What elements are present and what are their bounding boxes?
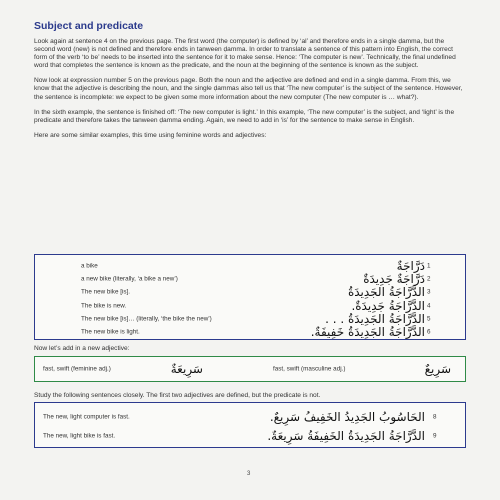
example-number: 4 (427, 302, 431, 310)
example-number: 8 (433, 413, 437, 421)
page-number: 3 (247, 471, 251, 477)
example-row (35, 427, 465, 445)
example-english: The new bike is light. (81, 328, 140, 336)
example-arabic: الحَاسُوبُ الجَدِيدُ الخَفِيفُ سَرِيعٌ. (269, 410, 425, 424)
example-english: a bike (81, 262, 98, 270)
examples-box-sentences (34, 402, 466, 448)
example-english: The new, light bike is fast. (43, 432, 116, 440)
example-arabic: الدَّرَّاجَةُ الجَدِيدَةُ الخَفِيفَةُ سَرِيعَةٌ. (267, 429, 425, 443)
section-title: Subject and predicate (34, 20, 144, 32)
example-english: The new bike [is]. (81, 288, 130, 296)
adjective-intro: Now let’s add in a new adjective: (34, 345, 130, 352)
fem-adjective-english: fast, swift (feminine adj.) (43, 365, 111, 373)
example-number: 2 (427, 275, 431, 283)
adjectives-box (34, 356, 466, 382)
paragraph-1: Look again at sentence 4 on the previous page. The first word (the computer) is defined by ‘al’ and therefore ends in a single ḍamma, but the second word (new) is not defined and therefore ends in tanween ḍamma. In order to translate a sentence of this pattern into English, the correct form of the verb ‘to be’ needs to be inserted into the sentence for it to make sense. Hence: ‘The computer is new’. Technically, the final undefined word that completes the sentence is known as the predicate, and the noun at the beginning of the sentence is known as the subject. (34, 38, 456, 70)
example-row (35, 323, 465, 341)
example-row (35, 408, 465, 426)
masc-adjective-english: fast, swift (masculine adj.) (273, 365, 346, 373)
study-instruction: Study the following sentences closely. The first two adjectives are defined, but the predicate is not. (34, 392, 321, 399)
masc-adjective-arabic: سَرِيعٌ (424, 362, 451, 376)
example-english: The new bike [is]… (literally, ‘the bike the new’) (81, 315, 212, 323)
example-english: a new bike (literally, ‘a bike a new’) (81, 275, 178, 283)
paragraph-2: Now look at expression number 5 on the previous page. Both the noun and the adjective are defined and end in a single ḍamma. From this, we know that the adjective is describing the noun, and the single ḍammas also tell us that ‘The new computer’ is the subject of the sentence. However, the sentence is incomplete: we expect to be given some more information about the new computer (The new computer is … what?). (34, 77, 463, 101)
example-arabic: الدَّرَّاجَةُ الجَدِيدَةُ (347, 285, 425, 299)
example-number: 3 (427, 288, 431, 296)
example-number: 1 (427, 262, 431, 270)
example-arabic: دَرَّاجَةٌ جَدِيدَةٌ (363, 272, 425, 286)
example-arabic: الدَّرَّاجَةُ الجَدِيدَةُ خَفِيفَةٌ. (310, 325, 425, 339)
examples-box-feminine (34, 254, 466, 340)
example-english: The new, light computer is fast. (43, 413, 130, 421)
example-number: 6 (427, 328, 431, 336)
example-english: The bike is new. (81, 302, 127, 310)
paragraph-4: Here are some similar examples, this time using feminine words and adjectives: (34, 131, 267, 139)
paragraph-3: In the sixth example, the sentence is finished off: ‘The new computer is light.’ In this example, ‘The new computer’ is the subject, and ‘light’ is the predicate and therefore takes the tanween ḍamma ending. Again, we need to add in ‘is’ for the sentence to make sense in English. (34, 108, 455, 124)
fem-adjective-arabic: سَرِيعَةٌ (170, 362, 203, 376)
example-arabic: دَرَّاجَةٌ (396, 259, 425, 273)
example-number: 9 (433, 432, 437, 440)
example-number: 5 (427, 315, 431, 323)
example-arabic: الدَّرَّاجَةُ جَدِيدَةٌ. (351, 299, 425, 313)
example-arabic: الدَّرَّاجَةُ الجَدِيدَةُ . . . (325, 312, 425, 326)
